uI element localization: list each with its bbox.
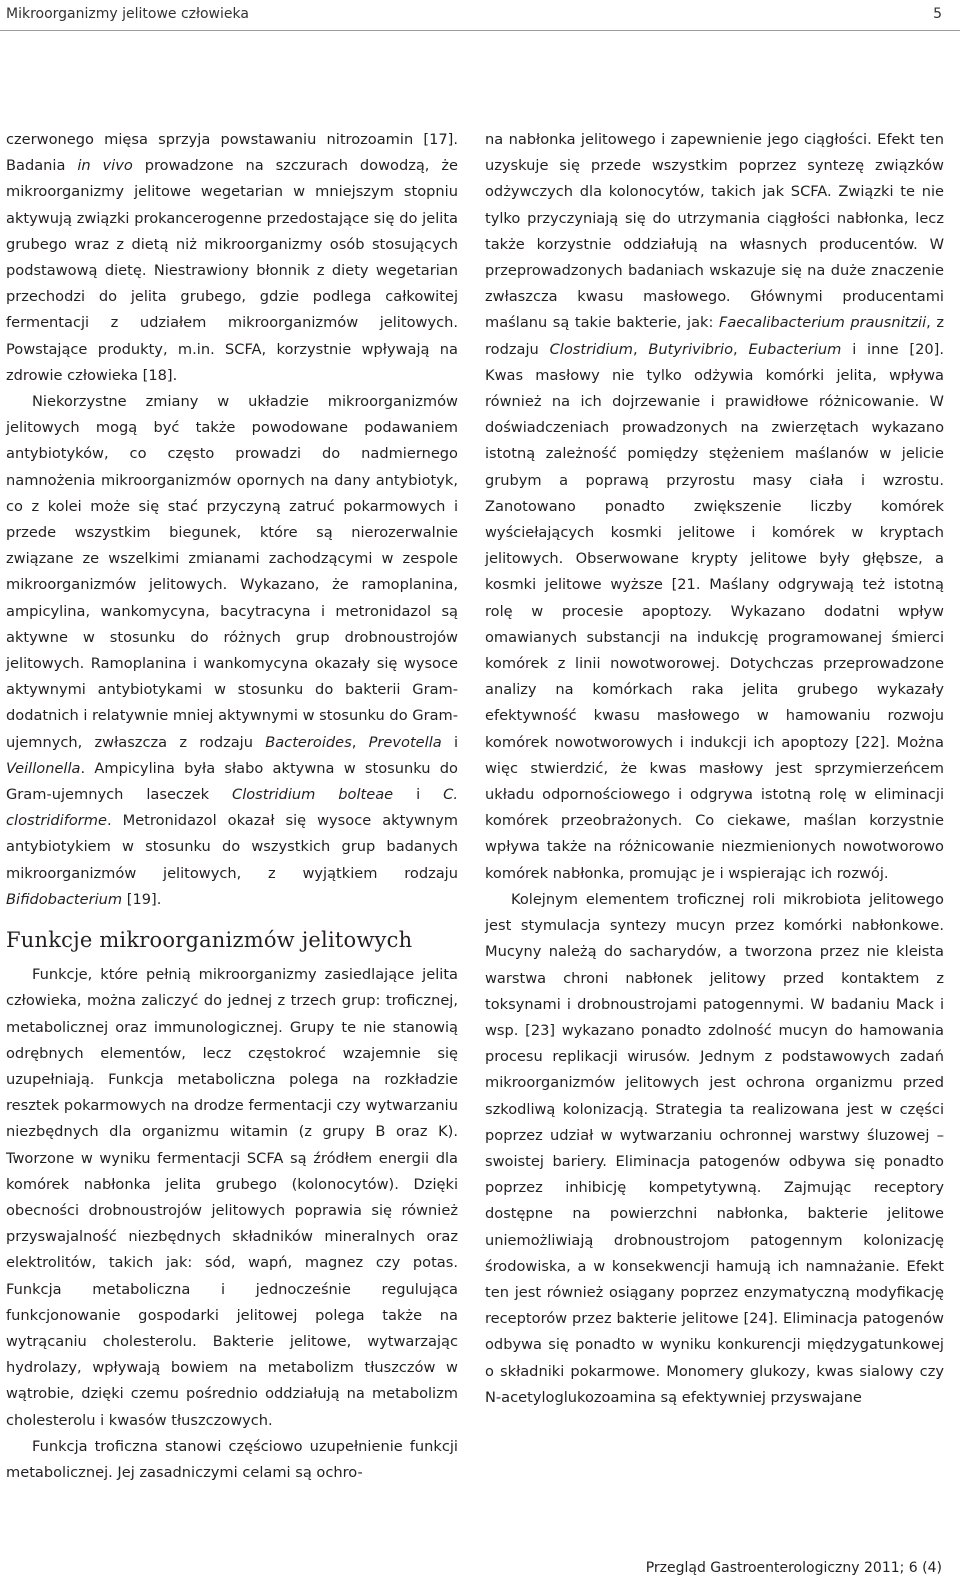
running-title: Mikroorganizmy jelitowe człowieka xyxy=(6,6,249,22)
journal-citation: Przegląd Gastroenterologiczny 2011; 6 (4) xyxy=(645,1560,942,1576)
left-column xyxy=(6,127,458,1486)
paragraph-trophic: Funkcja troficzna stanowi częściowo uzupełnienie funkcji metabolicznej. Jej zasadniczymi celami są ochro- xyxy=(6,1437,458,1481)
paragraph-mucins: Kolejnym elementem troficznej roli mikrobiota jelitowego jest stymulacja syntezy mucyn przez komórki nabłonkowe. Mucyny należą do sacharydów, a tworzona przez nie kleista warstwa chroni nabłonek jelitowy przed kontaktem z toksynami i drobnoustrojami patogennymi. W badaniu Mack i wsp. [23] wykazano ponadto zdolność mucyn do hamowania procesu replikacji wirusów. Jednym z podstawowych zadań mikroorganizmów jelitowych jest ochrona organizmu przed szkodliwą kolonizacją. Strategia ta realizowana jest w części poprzez udział w wytwarzaniu ochronnej warstwy śluzowej – swoistej bariery. Eliminacja patogenów odbywa się ponadto poprzez inhibicję kompetytywną. Zajmując receptory dostępne na powierzchni nabłonka, bakterie jelitowe uniemożliwiają drobnoustrojom patogennym kolonizację środowiska, a w konsekwencji hamują ich namnażanie. Efekt ten jest również osiągany poprzez enzymatyczną modyfikację receptorów przez bakterie jelitowe [24]. Eliminacja patogenów odbywa się ponadto w wyniku konkurencji międzygatunkowej o składniki pokarmowe. Monomery glukozy, kwas sialowy czy N-acetyloglukozoamina są efektywniej przyswajane xyxy=(485,890,944,1406)
paragraph-functions: Funkcje, które pełnią mikroorganizmy zasiedlające jelita człowieka, można zaliczyć do jednej z trzech grup: troficznej, metabolicznej oraz immunologicznej. Grupy te nie stanowią odrębnych elementów, lecz częstokroć wzajemnie się uzupełniają. Funkcja metaboliczna polega na rozkładzie resztek pokarmowych na drodze fermentacji czy wytwarzaniu niezbędnych dla organizmu witamin (z grupy B oraz K). Tworzone w wyniku fermentacji SCFA są źródłem energii dla komórek nabłonka jelita grubego (kolonocytów). Dzięki obecności drobnoustrojów jelitowych poprawia się również przyswajalność niezbędnych składników mineralnych oraz elektrolitów, takich jak: sód, wapń, magnez czy potas. Funkcja metaboliczna i jednocześnie regulująca funkcjonowanie gospodarki jelitowej polega także na wytrącaniu cholesterolu. Bakterie jelitowe, wytwarzając hydrolazy, wpływają bowiem na metabolizm tłuszczów w wątrobie, dzięki czemu pośrednio oddziałują na metabolizm cholesterolu i kwasów tłuszczowych. xyxy=(6,966,458,1429)
paragraph-butyrate: na nabłonka jelitowego i zapewnienie jego ciągłości. Efekt ten uzyskuje się przede wszystkim poprzez syntezę związków odżywczych dla kolonocytów, takich jak SCFA. Związki te nie tylko przyczyniają się do utrzymania ciągłości nabłonka, lecz także korzystnie oddziałują na własnych producentów. W przeprowadzonych badaniach wskazuje się na duże znaczenie zwłaszcza kwasu masłowego. Głównymi producentami maślanu są takie bakterie, jak: Faecalibacterium prausnitzii, z rodzaju Clostridium, Butyrivibrio, Eubacterium i inne [20]. Kwas masłowy nie tylko odżywia komórki jelita, wpływa również na ich dojrzewanie i prawidłowe różnicowanie. W doświadczeniach prowadzonych na zwierzętach wykazano istotną zależność pomiędzy stężeniem maślanów w jelicie grubym a poprawą przyrostu masy ciała i wzrostu. Zanotowano ponadto zwiększenie liczby komórek wyściełających kosmki jelitowe i komórek w kryptach jelitowych. Obserwowane krypty jelitowe były głębsze, a kosmki jelitowe wyższe [21. Maślany odgrywają też istotną rolę w procesie apoptozy. Wykazano dodatni wpływ omawianych substancji na indukcję programowanej śmierci komórek z linii nowotworowej. Dotychczas przeprowadzone analizy na komórkach raka jelita grubego wykazały efektywność kwasu masłowego w hamowaniu rozwoju komórek nowotworowych i indukcji ich apoptozy [22]. Można więc stwierdzić, że kwas masłowy jest sprzymierzeńcem układu odpornościowego i odgrywa istotną rolę w eliminacji komórek przeobrażonych. Co ciekawe, maślan korzystnie wpływa także na różnicowanie niezmienionych nowotworowo komórek nabłonka, promując je i wspierając ich rozwój. xyxy=(485,131,944,882)
paragraph-antibiotics: Niekorzystne zmiany w układzie mikroorganizmów jelitowych mogą być także powodowane podawaniem antybiotyków, co często prowadzi do nadmiernego namnożenia mikroorganizmów opornych na dany antybiotyk, co z kolei może się stać przyczyną zatruć pokarmowych i przede wszystkim biegunek, które są nierozerwalnie związane ze wszelkimi zmianami zachodzącymi w zespole mikroorganizmów jelitowych. Wykazano, że ramoplanina, ampicylina, wankomycyna, bacytracyna i metronidazol są aktywne w stosunku do różnych grup drobnoustrojów jelitowych. Ramoplanina i wankomycyna okazały się wysoce aktywnymi antybiotykami w stosunku do bakterii Gram-dodatnich i relatywnie mniej aktywnymi w stosunku do Gram-ujemnych, zwłaszcza z rodzaju Bacteroides, Prevotella i Veillonella. Ampicylina była słabo aktywna w stosunku do Gram-ujemnych laseczek Clostridium bolteae i C. clostridiforme. Metronidazol okazał się wysoce aktywnym antybiotykiem w stosunku do wszystkich grup badanych mikroorganizmów jelitowych, z wyjątkiem rodzaju Bifidobacterium [19]. xyxy=(6,393,458,908)
running-header xyxy=(0,0,960,31)
section-heading: Funkcje mikroorganizmów jelitowych xyxy=(6,928,413,953)
paragraph-nitrosamines: czerwonego mięsa sprzyja powstawaniu nitrozoamin [17]. Badania in vivo prowadzone na szczurach dowodzą, że mikroorganizmy jelitowe wegetarian w mniejszym stopniu aktywują związki prokancerogenne przedostające się do jelita grubego wraz z dietą niż mikroorganizmy osób stosujących podstawową dietę. Niestrawiony błonnik z diety wegetarian przechodzi do jelita grubego, gdzie podlega całkowitej fermentacji z udziałem mikroorganizmów jelitowych. Powstające produkty, m.in. SCFA, korzystnie wpływają na zdrowie człowieka [18]. xyxy=(6,131,458,384)
right-column xyxy=(485,127,944,1411)
page-number: 5 xyxy=(933,6,942,22)
